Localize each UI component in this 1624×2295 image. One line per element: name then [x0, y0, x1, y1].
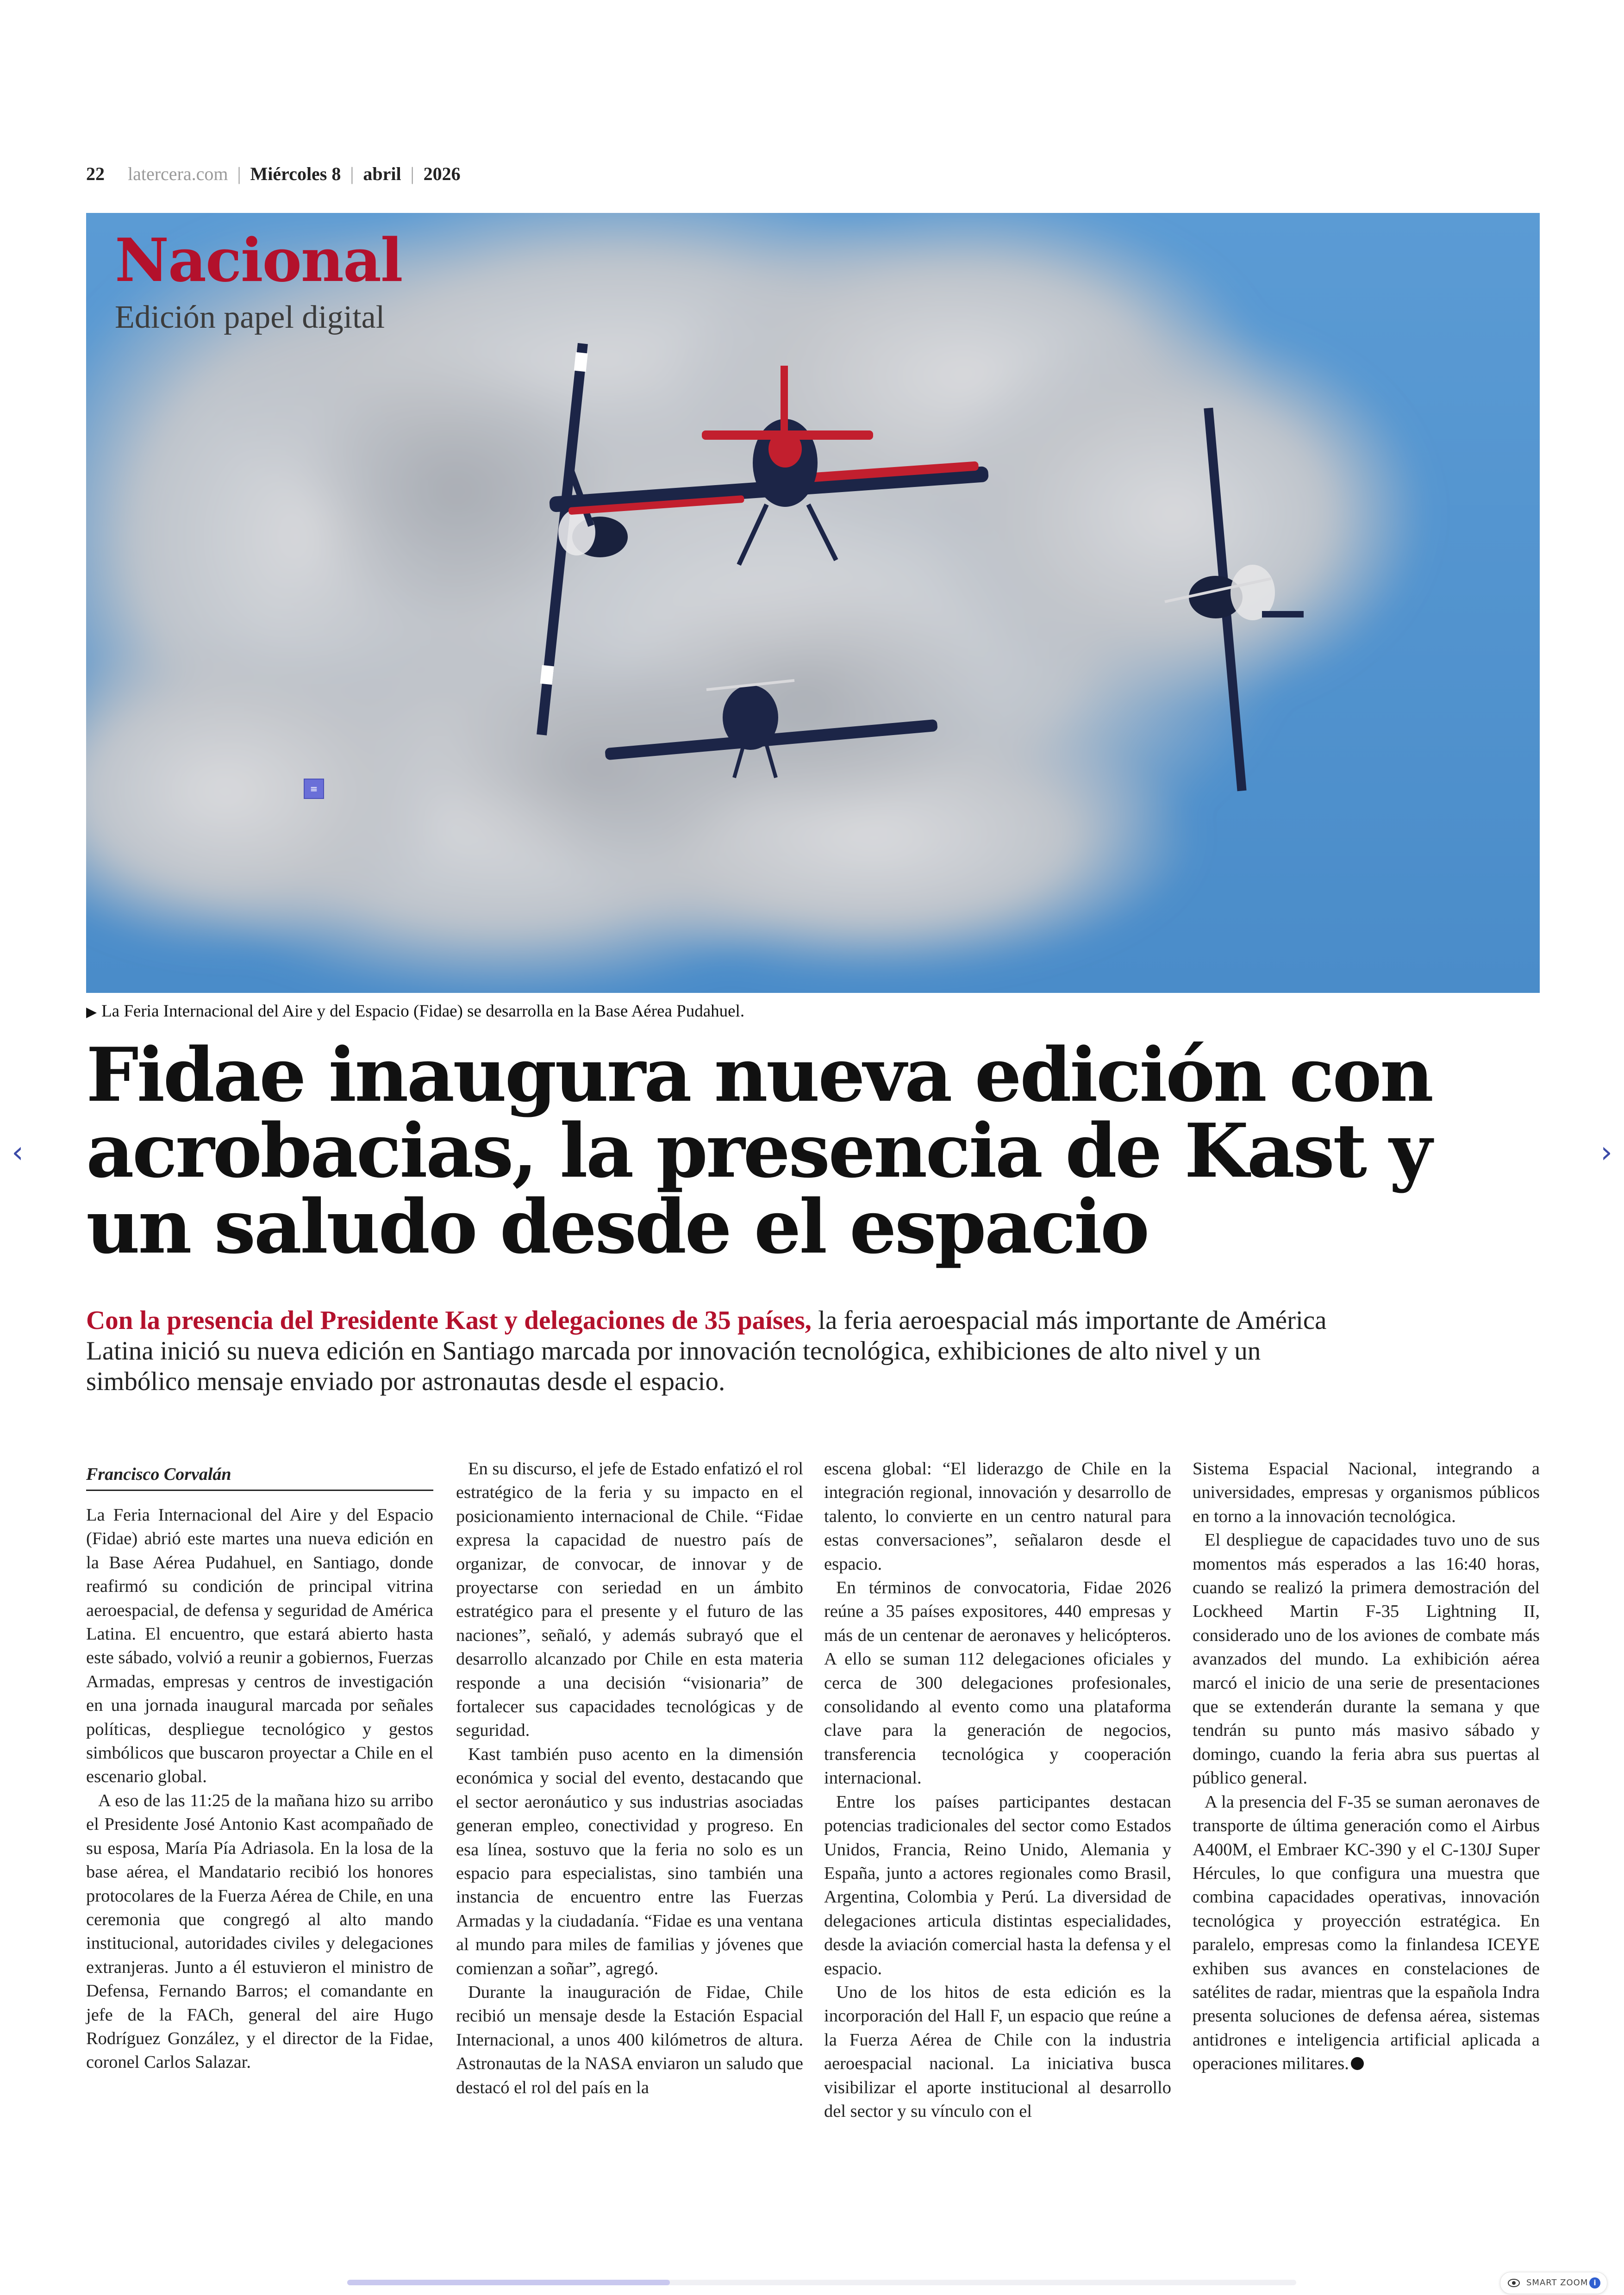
article-paragraph: A eso de las 11:25 de la mañana hizo su arribo el Presidente José Antonio Kast acompañado de su esposa, María Pía Adriasola. En la losa de la base aérea, el Mandatario recibió los honores protocolares de la Fuerza Aérea de Chile, en una ceremonia que congregó al alto mando institucional, autoridades civiles y delegaciones extranjeras. Junto a él estuvieron el ministro de Defensa, Fernando Barros; el comandante en jefe de la FACh, general del aire Hugo Rodríguez González, y el director de la Fidae, coronel Carlos Salazar.	[86, 1790, 433, 2072]
chevron-right-icon[interactable]: ›	[1600, 1135, 1612, 1170]
headline-line: un saludo desde el espacio	[86, 1183, 1148, 1270]
chevron-left-icon[interactable]: ‹	[12, 1135, 24, 1170]
article-paragraph: El despliegue de capacidades tuvo uno de sus momentos más esperados a las 16:40 horas, cuando se realizó la primera demostración del Lockheed Martin F-35 Lightning II, considerado uno de los aviones de combate más avanzados del mundo. La exhibición aérea marcó el inicio de una serie de presentaciones que se extenderán durante la semana y que tendrán su punto más masivo sábado y domingo, cuando la feria abra sus puertas al público general.	[1193, 1530, 1540, 1788]
article-column-2	[456, 1457, 803, 2100]
photo-badge-icon[interactable]: ≡	[304, 779, 324, 799]
folio-year: 2026	[423, 163, 461, 184]
folio-divider: |	[350, 163, 354, 184]
article-paragraph: En su discurso, el jefe de Estado enfatizó el rol estratégico de la feria y su impacto en el posicionamiento internacional de Chile. “Fidae expresa la capacidad de nuestro país de organizar, de convocar, de innovar y de proyectarse con seriedad en un ámbito estratégico para el presente y el futuro de las naciones”, señaló, y además subrayó que el desarrollo alcanzado por Chile en esta materia responde a una decisión “visionaria” de fortalecer sus capacidades tecnológicas y de seguridad.	[456, 1459, 803, 1740]
photo-caption	[86, 1000, 744, 1024]
page-scrollbar[interactable]	[347, 2280, 1296, 2285]
article-paragraph: En términos de convocatoria, Fidae 2026 reúne a 35 países expositores, 440 empresas y más de un centenar de aeronaves y helicópteros. A ello se suman 112 delegaciones oficiales y cerca de 300 delegaciones profesionales, consolidando al evento como una plataforma clave para la generación de negocios, transferencia tecnológica y cooperación internacional.	[824, 1578, 1171, 1788]
page-folio	[86, 162, 461, 186]
hero-photo	[86, 213, 1540, 993]
info-icon[interactable]: i	[1589, 2277, 1600, 2289]
article-paragraph: Kast también puso acento en la dimensión económica y social del evento, destacando que el sector aeronáutico y sus industrias asociadas generan empleo, conectividad y progreso. En esa línea, sostuvo que la feria no solo es un espacio para especialistas, sino también una instancia de encuentro entre las Fuerzas Armadas y la ciudadanía. “Fidae es una ventana al mundo para miles de familias y jóvenes que comienzan a soñar”, agregó.	[456, 1744, 803, 1978]
section-title: Nacional	[115, 226, 402, 295]
lead-highlight: Con la presencia del Presidente Kast y delegaciones de 35 países,	[86, 1306, 812, 1335]
site-name: latercera.com	[128, 163, 228, 184]
lead-text: la feria aeroespacial más importante de América Latina inició su nueva edición en Santiago marcada por innovación tecnológica, exhibiciones de alto nivel y un simbólico mensaje enviado por astronautas desde el espacio.	[86, 1306, 1327, 1396]
end-of-article-icon	[1351, 2057, 1364, 2070]
headline-line: acrobacias, la presencia de Kast y	[86, 1107, 1430, 1194]
page-number: 22	[86, 163, 105, 184]
article-column-3	[824, 1457, 1171, 2123]
article-paragraph: escena global: “El liderazgo de Chile en la integración regional, innovación y desarrollo de talento, lo convierte en un centro natural para estas conversaciones”, señalaron desde el espacio.	[824, 1459, 1171, 1574]
article-paragraph-text: A la presencia del F-35 se suman aeronaves de transporte de última generación como el Airbus A400M, el Embraer KC-390 y el C-130J Super Hércules, lo que configura una muestra que combina capacidades operativas, innovación tecnológica y proyección estratégica. En paralelo, empresas como la finlandesa ICEYE exhiben sus avances en constelaciones de satélites de radar, mientras que la española Indra presenta soluciones de defensa aérea, sistemas antidrones e inteligencia artificial aplicada a operaciones militares.	[1193, 1792, 1540, 2074]
folio-divider: |	[237, 163, 241, 184]
article-column-1	[86, 1503, 433, 2075]
article-paragraph: La Feria Internacional del Aire y del Espacio (Fidae) abrió este martes una nueva edición en la Base Aérea Pudahuel, en Santiago, donde reafirmó su condición de principal vitrina aeroespacial, de defensa y seguridad de América Latina. El encuentro, que estará abierto hasta este sábado, volvió a reunir a gobiernos, Fuerzas Armadas, empresas y centros de investigación en una jornada inaugural marcada por señales políticas, despliegue tecnológico y gestos simbólicos que buscaron proyectar a Chile en el escenario global.	[86, 1505, 433, 1787]
article-paragraph: Sistema Espacial Nacional, integrando a universidades, empresas y organismos públicos en torno a la innovación tecnológica.	[1193, 1459, 1540, 1526]
folio-weekday-day: Miércoles 8	[250, 163, 341, 184]
article-paragraph: Entre los países participantes destacan potencias tradicionales del sector como Estados Unidos, Francia, Reino Unido, Alemania y España, junto a actores regionales como Brasil, Argentina, Colombia y Perú. La diversidad de delegaciones articula distintas especialidades, desde la aviación comercial hasta la defensa y el espacio.	[824, 1792, 1171, 1978]
article-paragraph: Durante la inauguración de Fidae, Chile recibió un mensaje desde la Estación Espacial Internacional, a unos 400 kilómetros de altura. Astronautas de la NASA enviaron un saludo que destacó el rol del país en la	[456, 1982, 803, 2097]
headline-line: Fidae inaugura nueva edición con	[86, 1031, 1432, 1118]
folio-month: abril	[363, 163, 401, 184]
lead-paragraph	[86, 1305, 1336, 1397]
article-column-4	[1193, 1457, 1540, 2076]
smart-zoom-button[interactable]	[1500, 2272, 1607, 2294]
caption-triangle-icon: ▶	[86, 1004, 97, 1020]
headline	[86, 1031, 1432, 1270]
article-paragraph	[1193, 1790, 1540, 2076]
article-paragraph: Uno de los hitos de esta edición es la incorporación del Hall F, un espacio que reúne a la Fuerza Aérea de Chile con la industria aeroespacial nacional. La iniciativa busca visibilizar el aporte institucional al desarrollo del sector y su vínculo con el	[824, 1982, 1171, 2121]
byline: Francisco Corvalán	[86, 1463, 433, 1491]
scrollbar-thumb[interactable]	[347, 2280, 670, 2285]
folio-divider: |	[410, 163, 414, 184]
eye-icon	[1508, 2278, 1520, 2288]
caption-text: La Feria Internacional del Aire y del Espacio (Fidae) se desarrolla en la Base Aérea Pudahuel.	[101, 1002, 745, 1021]
section-subtitle: Edición papel digital	[115, 299, 385, 335]
smart-zoom-label: SMART ZOOM	[1526, 2278, 1588, 2288]
